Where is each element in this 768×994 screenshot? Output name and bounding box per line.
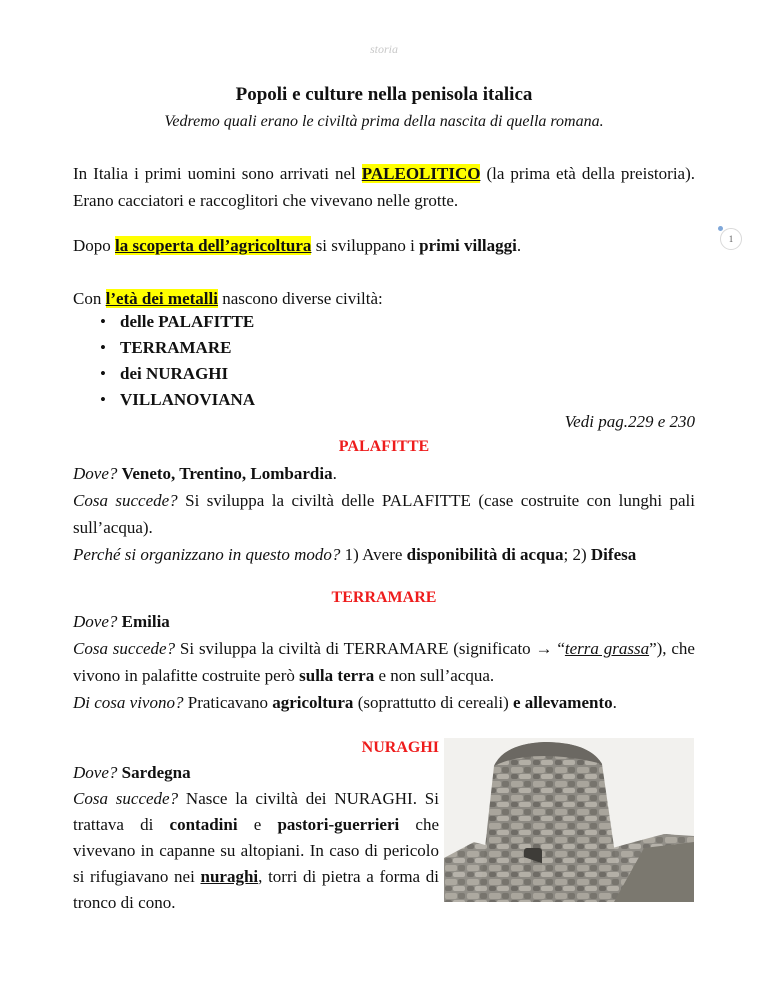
heading-terramare: TERRAMARE — [331, 589, 437, 606]
page-reference: Vedi pag.229 e 230 — [564, 412, 695, 431]
list-item: • TERRAMARE — [100, 335, 255, 361]
list-item: • delle PALAFITTE — [100, 309, 255, 335]
heading-nuraghi: NURAGHI — [361, 739, 439, 756]
intro-agricoltura: Dopo la scoperta dell’agricoltura si sviluppano i primi villaggi. — [73, 236, 522, 255]
palafitte-text: Dove? Veneto, Trentino, Lombardia. Cosa succede? Si sviluppa la civiltà delle PALAFITTE (case costruite con lunghi pali sull’acqua). Perché si organizzano in questo modo? 1) Avere disponibilità di acqua; 2) Difesa — [73, 464, 695, 564]
page-title: Popoli e culture nella penisola italica — [235, 84, 533, 105]
highlight-agricoltura: la scoperta dell’agricoltura — [115, 236, 312, 255]
highlight-metalli: l’età dei metalli — [105, 289, 218, 308]
terramare-text: Dove? Emilia Cosa succede? Si sviluppa la civiltà di TERRAMARE (significato → “terra grassa”), che vivono in palafitte costruite però sulla terra e non sull’acqua. Di cosa vivono? Praticavano agricoltura (soprattutto di cereali) e allevamento. — [73, 612, 695, 712]
bullet-icon: • — [100, 364, 106, 383]
intro-paleolitico: In Italia i primi uomini sono arrivati nel PALEOLITICO (la prima età della preistoria). Erano cacciatori e raccoglitori che vivevano nelle grotte. — [73, 164, 695, 210]
list-item: • dei NURAGHI — [100, 361, 255, 387]
nuraghe-image — [444, 738, 694, 902]
bullet-icon: • — [100, 338, 106, 357]
arrow-right-icon: → — [535, 639, 553, 658]
highlight-paleolitico: PALEOLITICO — [361, 164, 481, 183]
nuraghi-text: Dove? Sardegna Cosa succede? Nasce la civiltà dei NURAGHI. Si trattava di contadini e pastori-guerrieri che vivevano in capanne su altopiani. In caso di pericolo si rifugiavano nei nuraghi, torri di pietra a forma di tronco di cono. — [73, 763, 440, 912]
heading-palafitte: PALAFITTE — [338, 438, 430, 455]
page-subtitle: Vedremo quali erano le civiltà prima della nascita di quella romana. — [164, 113, 604, 130]
bullet-icon: • — [100, 390, 106, 409]
page-number: 1 — [720, 228, 742, 250]
list-item: • VILLANOVIANA — [100, 387, 255, 413]
header-label: storia — [369, 42, 398, 56]
civilta-list — [100, 309, 255, 413]
intro-metalli: Con l’età dei metalli nascono diverse civiltà: — [73, 289, 383, 308]
nuraghe-photo — [444, 738, 694, 902]
bullet-icon: • — [100, 312, 106, 331]
